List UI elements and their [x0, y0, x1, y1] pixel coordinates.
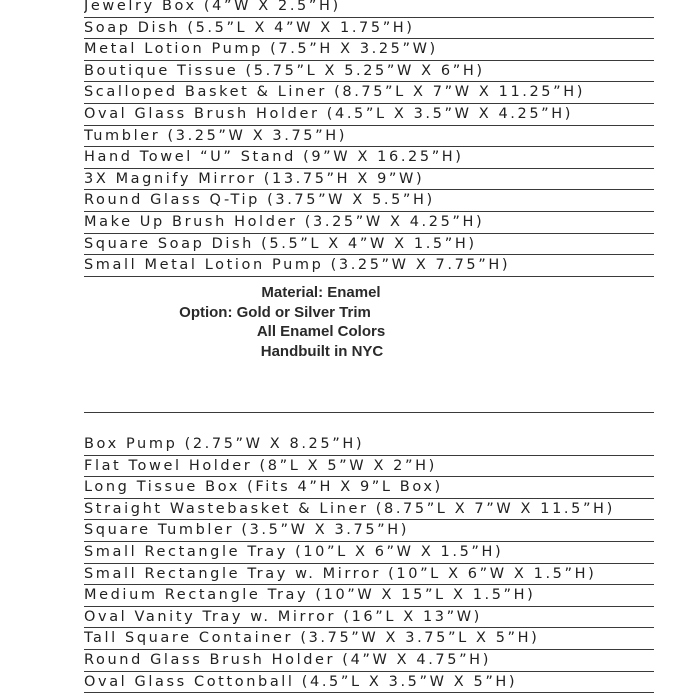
top-product-list: [84, 0, 654, 277]
list-item: Scalloped Basket & Liner (8.75”L X 7”W X 11.25”H): [84, 82, 654, 104]
list-item: 3X Magnify Mirror (13.75”H X 9”W): [84, 169, 654, 191]
list-item: Square Tumbler (3.5”W X 3.75”H): [84, 520, 654, 542]
product-info-block: [0, 283, 700, 361]
list-item: Oval Vanity Tray w. Mirror (16”L X 13”W): [84, 607, 654, 629]
list-item: Round Glass Q-Tip (3.75”W X 5.5”H): [84, 190, 654, 212]
list-item: Soap Dish (5.5”L X 4”W X 1.75”H): [84, 18, 654, 40]
section-divider: [84, 412, 654, 413]
bottom-product-list: [84, 434, 654, 693]
colors-text: All Enamel Colors: [256, 323, 386, 340]
list-item: Tumbler (3.25”W X 3.75”H): [84, 126, 654, 148]
list-item: Metal Lotion Pump (7.5”H X 3.25”W): [84, 39, 654, 61]
list-item: Flat Towel Holder (8”L X 5”W X 2”H): [84, 456, 654, 478]
list-item: Small Rectangle Tray (10”L X 6”W X 1.5”H): [84, 542, 654, 564]
list-item: Jewelry Box (4”W X 2.5”H): [84, 0, 654, 18]
list-item: Make Up Brush Holder (3.25”W X 4.25”H): [84, 212, 654, 234]
list-item: Oval Glass Cottonball (4.5”L X 3.5”W X 5”H): [84, 672, 654, 694]
list-item: Straight Wastebasket & Liner (8.75”L X 7”W X 11.5”H): [84, 499, 654, 521]
option-text: Option: Gold or Silver Trim: [179, 303, 371, 321]
list-item: Small Rectangle Tray w. Mirror (10”L X 6”W X 1.5”H): [84, 564, 654, 586]
list-item: Square Soap Dish (5.5”L X 4”W X 1.5”H): [84, 234, 654, 256]
list-item: Oval Glass Brush Holder (4.5”L X 3.5”W X 4.25”H): [84, 104, 654, 126]
list-item: Boutique Tissue (5.75”L X 5.25”W X 6”H): [84, 61, 654, 83]
list-item: Long Tissue Box (Fits 4”H X 9”L Box): [84, 477, 654, 499]
list-item: Tall Square Container (3.75”W X 3.75”L X 5”H): [84, 628, 654, 650]
list-item: Medium Rectangle Tray (10”W X 15”L X 1.5”H): [84, 585, 654, 607]
list-item: Hand Towel “U” Stand (9”W X 16.25”H): [84, 147, 654, 169]
list-item: Round Glass Brush Holder (4”W X 4.75”H): [84, 650, 654, 672]
list-item: Box Pump (2.75”W X 8.25”H): [84, 434, 654, 456]
material-text: Material: Enamel: [261, 284, 381, 301]
handbuilt-text: Handbuilt in NYC: [260, 342, 384, 360]
list-item: Small Metal Lotion Pump (3.25”W X 7.75”H): [84, 255, 654, 277]
